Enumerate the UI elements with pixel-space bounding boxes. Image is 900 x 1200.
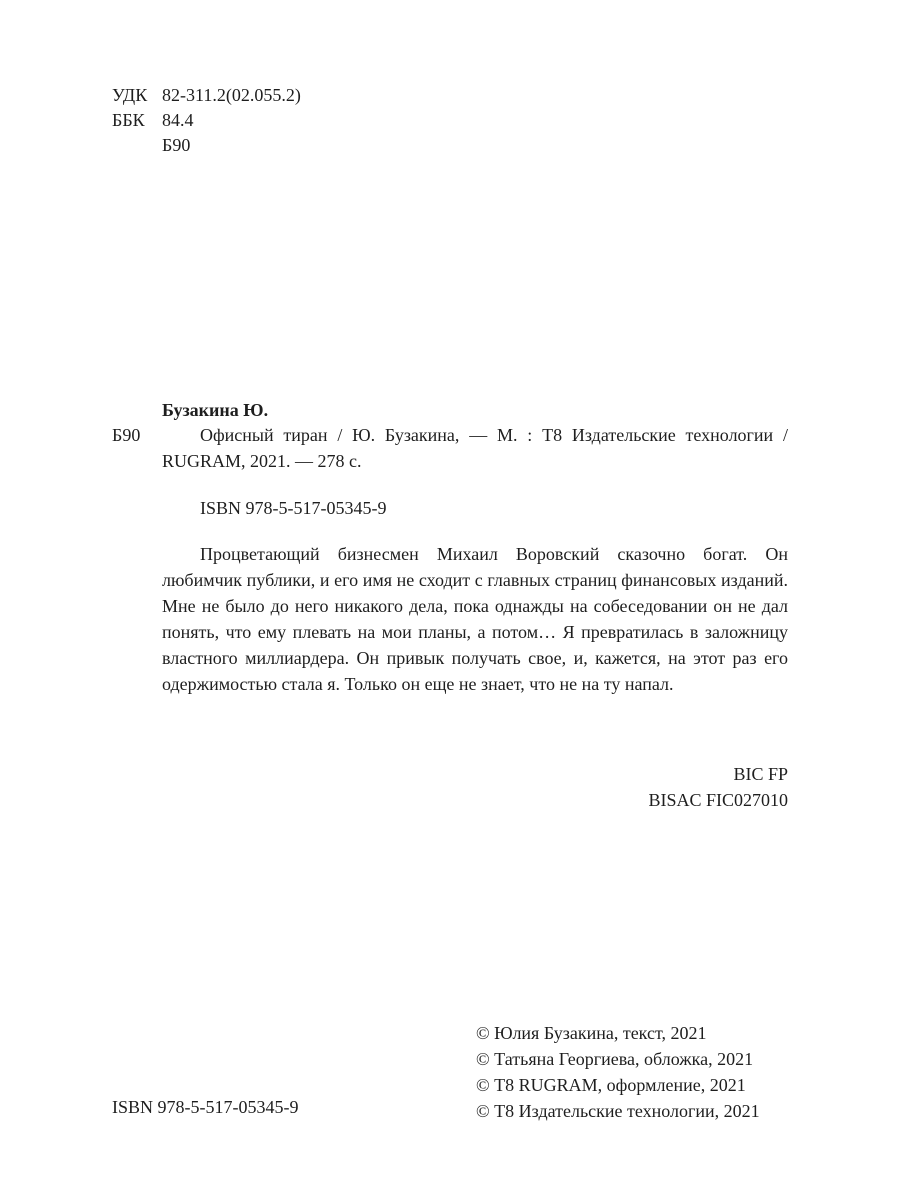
copyright-line: © Татьяна Георгиева, обложка, 2021 bbox=[476, 1049, 754, 1069]
bbk-label: ББК bbox=[112, 110, 145, 130]
classification-codes bbox=[648, 761, 788, 813]
isbn-footer: ISBN 978-5-517-05345-9 bbox=[112, 1097, 299, 1117]
copyright-line: © Т8 Издательские технологии, 2021 bbox=[476, 1101, 760, 1121]
bisac-code: BISAC FIC027010 bbox=[648, 790, 788, 810]
copyright-line: © Юлия Бузакина, текст, 2021 bbox=[476, 1023, 707, 1043]
bic-code: BIC FP bbox=[733, 764, 788, 784]
copyright-line: © Т8 RUGRAM, оформление, 2021 bbox=[476, 1075, 746, 1095]
author-sign: Б90 bbox=[162, 135, 191, 155]
bibliographic-description: Офисный тиран / Ю. Бузакина, — М. : Т8 Издательские технологии / RUGRAM, 2021. — 278 с. bbox=[162, 425, 788, 471]
isbn-main: ISBN 978-5-517-05345-9 bbox=[200, 498, 387, 518]
copyright-block bbox=[476, 1020, 796, 1124]
margin-author-sign: Б90 bbox=[112, 425, 141, 445]
annotation: Процветающий бизнесмен Михаил Воровский сказочно богат. Он любимчик публики, и его имя не сходит с главных страниц финансовых изданий. Мне не было до него никакого дела, пока однажды на собеседовании он не дал понять, что ему плевать на мои планы, а потом… Я превратилась в заложницу властного миллиардера. Он привык получать свое, и, кажется, на этот раз его одержимостью стала я. Только он еще не знает, что не на ту напал. bbox=[162, 544, 788, 694]
udk-value: 82-311.2(02.055.2) bbox=[162, 85, 301, 105]
author-heading: Бузакина Ю. bbox=[162, 400, 269, 420]
bbk-value: 84.4 bbox=[162, 110, 194, 130]
udk-label: УДК bbox=[112, 85, 148, 105]
